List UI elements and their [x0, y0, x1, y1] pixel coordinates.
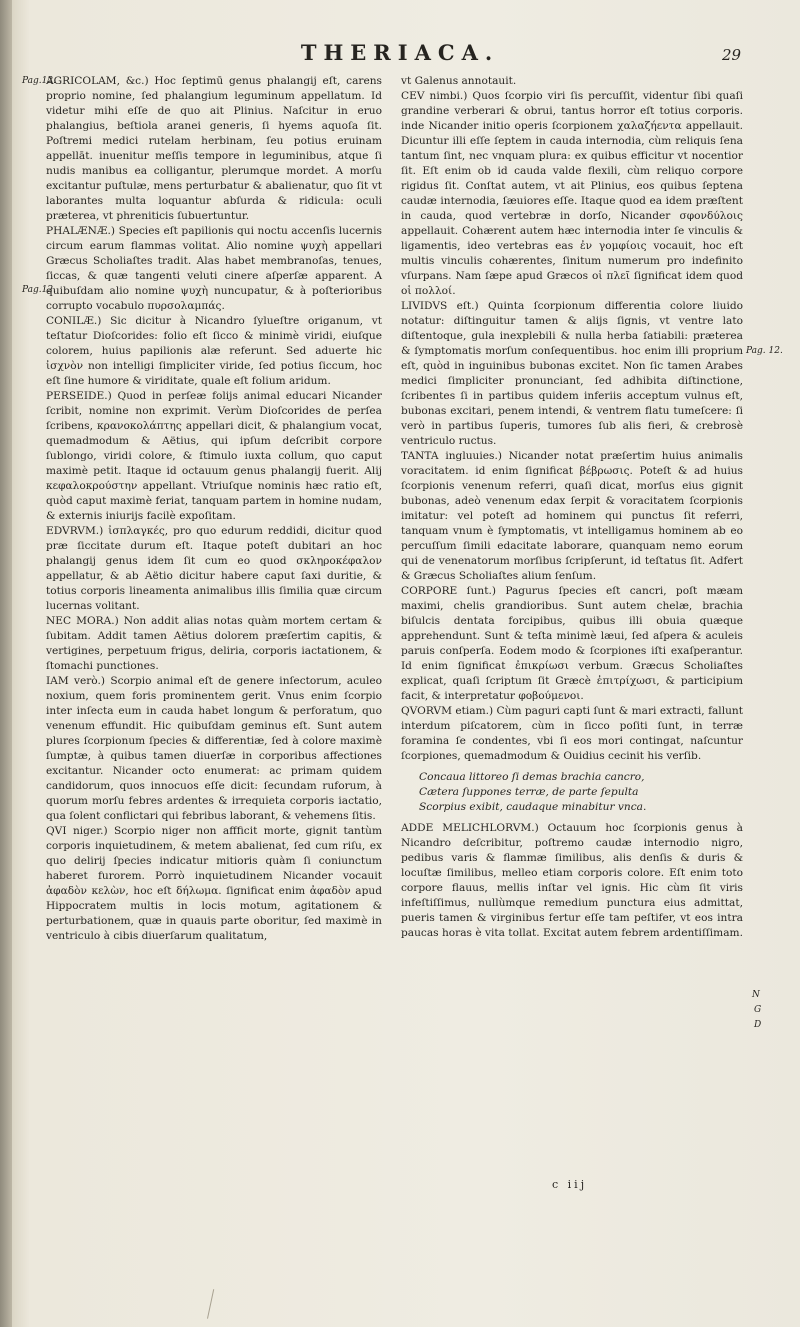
verse-quotation — [419, 770, 743, 815]
margin-note-left-1: Pag.12. — [22, 76, 56, 86]
paragraph-ad-de-melichloru: ADDE MELICHLORVM.) Octauum hoc ſcorpionis genus à Nicandro deſcribitur, poſtremo caudæ internodio nigro, pedibus varis & flammæ ſimilibus, alis denſis & duris & locuſtæ ſimilibus, melleo etiam corporis colore. Eſt enim toto corpore flauus, mellis inſtar vel ignis. Hic cùm ſit viris infeſtiſſimus, nullùmque remedium punctura eius admittat, pueris tamen & virginibus fertur eſſe tam peſtifer, vt eos intra paucas horas è vita tollat. Excitat autem febrem ardentiſſimam. — [401, 822, 743, 939]
paragraph-ceu-nimbi: CEV nimbi.) Quos ſcorpio viri ſis percuſſit, videntur ſibi quaſi grandine verberari & obrui, tantus horror eſt totius corporis. inde Nicander initio operis ſcorpionem χαλαζήεντα appellauit. Dicuntur illi eſſe ſeptem in cauda internodia, cùm reliquis ſena tantum ſint, nec vnquam plura: ex quibus efficitur vt nocentior ſit. Eſt enim ob id cauda valde flexili, cùm reliquo corpore rigidus ſit. Conſtat autem, vt ait Plinius, eos quibus ſeptena caudæ internodia, ſæuiores eſſe. Itaque quod ea idem præſtent in cauda, quod vertebræ in dorſo, Nicander σφονδύλοις appellauit. Cohærent autem hæc internodia inter ſe vinculis & ligamentis, ideo vertebras eas ἐν γομφίοις vocauit, hoc eſt multis vinculis cohærentes, ſinitum numerum pro indefinito vſurpans. Nam ſæpe apud Græcos οἱ πλεῖ ſignificat idem quod οἱ πολλοί. — [401, 90, 743, 297]
paragraph-conilae: CONILÆ.) Sic dicitur à Nicandro ſylueſtre origanum, vt teſtatur Dioſcorides: folio eſt ſicco & minimè viridi, eiuſque colorem, huius papilionis alæ referunt. Sed aduerte hic ἰσχνὸν non intelligi ſimpliciter viride, ſed potius ſiccum, hoc eſt ſine humore & viriditate, quale eſt folium aridum. — [46, 315, 382, 387]
paper-mark — [207, 1289, 224, 1321]
binding-gutter — [0, 0, 12, 1327]
margin-note-left-2: Pag.12. — [22, 285, 56, 295]
paragraph-liuidus: LIVIDVS eſt.) Quinta ſcorpionum differentia colore liuido notatur: diſtinguitur tamen & alijs ſignis, vt ventre lato diſtentoque, gula inexplebili & nulla herba ſatiabili: præterea & ſymptomatis morſum conſequentibus. hoc enim illi proprium eſt, quòd in inguinibus bubonas excitet. Non ſic tamen Arabes medici ſimpliciter pronunciant, ſed adhibita diſtinctione, ſcribentes ſi in partibus quidem inferiis acceptum vulnus eſt, bubonas excitari, penem intendi, & ventrem flatu tumeſcere: ſi verò in partibus ſuperis, tumores ſub alis fieri, & crebrosè ventriculo ructus. — [401, 300, 743, 447]
paragraph-qui-niger: QVI niger.) Scorpio niger non affficit morte, gignit tantùm corporis inquietudinem, & metem abalienat, ſed cum riſu, ex quo delirij ſpecies indicatur mitioris quàm ſi coniunctum haberet furorem. Porrò inquietudinem Nicander vocauit ἀφαδὸν κελὼν, hoc eſt δήλωμα. ſignificat enim ἀφαδὸν apud Hippocratem multis in locis motum, agitationem & perturbationem, quæ in quauis parte oboritur, ſed maximè in ventriculo à cibis diuerſarum qualitatum, — [46, 825, 382, 942]
verse-line-1: Concaua littoreo ſi demas brachia cancro, — [419, 771, 645, 783]
page-number: 29 — [722, 46, 742, 64]
paragraph-vt-galenus: vt Galenus annotauit. — [401, 75, 517, 87]
paragraph-corpore: CORPORE ſunt.) Pagurus ſpecies eſt cancri, poſt mæam maximi, chelis grandioribus. Sunt autem chelæ, brachia biſulcis dentata forcipibus, quibus illi obuia quæque apprehendunt. Sunt & teſta minimè læui, ſed aſpera & aculeis paruis conſperſa. Eodem modo & ſcorpiones iſti exaſperantur. Id enim ſignificat ἐπικρίωσι verbum. Græcus Scholiaſtes explicat, quaſi ſcriptum ſit Græcè ἐπιτρίχωσι, & participium facit, & interpretatur φοβούμενοι. — [401, 585, 743, 702]
paragraph-phalaenae: PHALÆNÆ.) Species eſt papilionis qui noctu accenſis lucernis circum earum flammas volitat. Alio nomine ψυχὴ appellari Græcus Scholiaſtes tradit. Alas habet membranoſas, tenues, ſiccas, & quæ tangenti veluti cinere aſperſæ apparent. A quibuſdam alio nomine ψυχὴ nuncupatur, & à poſterioribus corrupto vocabulo πυρσολαμπάς. — [46, 225, 382, 312]
margin-note-right-3: G — [754, 1005, 762, 1015]
running-title: THERIACA. — [300, 40, 500, 65]
paragraph-quorum: QVORVM etiam.) Cùm paguri capti ſunt & mari extracti, fallunt interdum piſcatorem, cùm in ſicco poſiti ſunt, in terræ foramina ſe condentes, vbi ſi eos mori contingat, naſcuntur ſcorpiones, quemadmodum & Ouidius cecinit his verſib. — [401, 705, 743, 762]
paragraph-tanta: TANTA ingluuies.) Nicander notat præſertim huius animalis voracitatem. id enim ſignificat βέβρωσις. Poteſt & ad huius ſcorpionis venenum referri, quaſi dicat, morſus eius gignit bubonas, adeò venenum edax ſerpit & voracitatem ſcorpionis imitatur: vel poteſt ad hominem qui punctus ſit referri, tanquam vnum è ſymptomatis, vt intelligamus hominem ab eo percuſſum ſimili edacitate laborare, quanquam nemo eorum qui de venenatorum morſibus ſcripſerunt, id teſtatus ſit. Adfert & Græcus Scholiaſtes alium ſenſum. — [401, 450, 743, 582]
paragraph-iam-vero: IAM verò.) Scorpio animal eſt de genere inſectorum, aculeo noxium, quem foris prominentem gerit. Vnus enim ſcorpio inter inſecta eum in cauda habet longum & perforatum, quo venenum effundit. Hic quibuſdam geminus eſt. Sunt autem plures ſcorpionum ſpecies & differentiæ, ſed à colore maximè ſumptæ, à quibus tamen diuerſæ in corporibus affectiones excitantur. Nicander octo enumerat: ac primam quidem candidorum, quos innocuos eſſe dicit: ſecundam ruforum, à quorum morſu febres ardentes & irrequieta corporis iactatio, qua ſolent conflictari qui febribus laborant, & vehemens ſitis. — [46, 675, 382, 822]
left-column — [46, 74, 382, 944]
margin-note-right-4: D — [754, 1020, 762, 1030]
paragraph-agricolam: AGRICOLAM, &c.) Hoc ſeptimū genus phalangij eſt, carens proprio nomine, ſed phalangium leguminum appellatum. Id videtur mihi eſſe de quo ait Plinius. Naſcitur in eruo phalangius, beſtiola aranei generis, ſi hyems aquoſa ſit. Poſtremi medici rutelam herbinam, ſeu potius eruinam appellāt. inuenitur meſſis tempore in leguminibus, atque ſi nudis manibus ea colligantur, plerumque mordet. A morſu excitantur puſtulæ, mens perturbatur & abalienatur, quo ſit vt laborantes multa loquantur abſurda & ridicula: oculi præterea, vt phreniticis ſubuertuntur. — [46, 75, 382, 222]
paragraph-edurum: EDVRVM.) ἰσπλαγκές, pro quo edurum reddidi, dicitur quod præ ſiccitate durum eſt. Itaque poteſt dubitari an hoc phalangij genus idem ſit cum eo quod σκληροκέφαλον appellatur, & ab Aëtio dicitur habere caput ſaxi duritie, & totius corporis lineamenta animalibus illis ſimilia quæ circum lucernas volitant. — [46, 525, 382, 612]
verse-line-2: Cætera ſuppones terræ, de parte ſepulta — [419, 786, 639, 798]
paragraph-perseide: PERSEIDE.) Quod in perſeæ folijs animal educari Nicander ſcribit, nomine non exprimit. Verùm Dioſcorides de perſea ſcribens, κρανοκολάπτης appellari dicit, & phalangium vocat, quemadmodum & Aëtius, qui ipſum deſcribit corpore ſublongo, viridi colore, & ſtimulo iuxta collum, quo caput maximè petit. Itaque id octauum genus phalangij fuerit. Alij κεφαλοκρούστην appellant. Vtriuſque nominis hæc ratio eſt, quòd caput maximè feriat, tanquam partem in homine nudam, & externis iniurijs facilè expoſitam. — [46, 390, 382, 522]
margin-note-right-1: Pag. 12. — [746, 346, 783, 356]
right-column — [401, 74, 743, 941]
signature-mark: c iij — [552, 1178, 588, 1191]
paragraph-nec-mora: NEC MORA.) Non addit alias notas quàm mortem certam & ſubitam. Addit tamen Aëtius dolorem præſertim capitis, & vertigines, perpetuum frigus, deliria, corporis iactationem, & ſtomachi punctiones. — [46, 615, 382, 672]
verse-line-3: Scorpius exibit, caudaque minabitur vnca. — [419, 801, 647, 813]
margin-note-right-2: N — [752, 990, 760, 1000]
